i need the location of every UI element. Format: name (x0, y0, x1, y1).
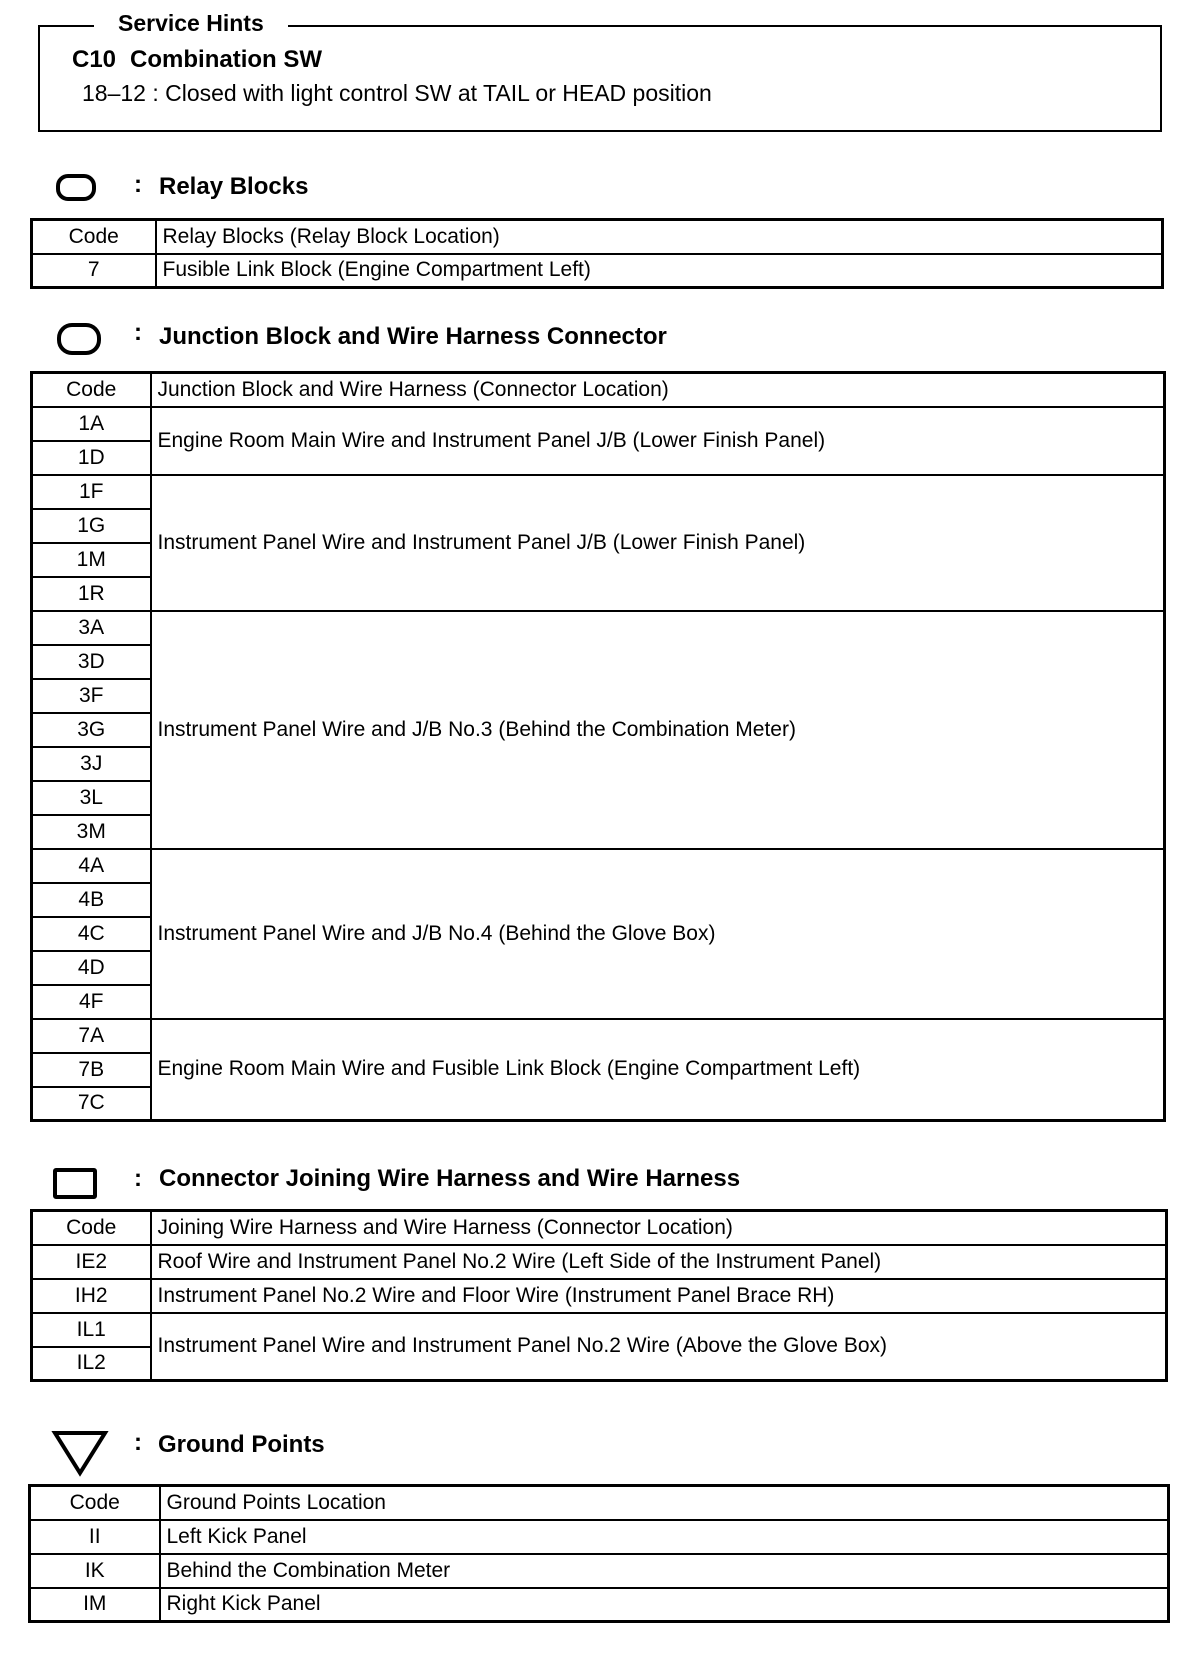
row-code: 7C (32, 1087, 151, 1121)
header-description: Ground Points Location (160, 1486, 1169, 1520)
rectangle-icon (53, 1168, 97, 1199)
service-hints-note: 18–12 : Closed with light control SW at TAIL or HEAD position (82, 80, 712, 106)
table-row (32, 849, 1165, 883)
row-code: 1G (32, 509, 151, 543)
table-header-row (30, 1486, 1169, 1520)
service-hints-title: Service Hints (94, 8, 288, 38)
table-row (32, 407, 1165, 441)
row-description: Engine Room Main Wire and Fusible Link Block (Engine Compartment Left) (151, 1019, 1165, 1121)
header-description: Relay Blocks (Relay Block Location) (156, 220, 1163, 254)
row-code: 7B (32, 1053, 151, 1087)
relay-blocks-table (30, 218, 1164, 289)
junction-block-colon: : (134, 319, 142, 346)
row-description: Instrument Panel Wire and J/B No.4 (Behind the Glove Box) (151, 849, 1165, 1019)
row-code: 3D (32, 645, 151, 679)
row-description: Instrument Panel Wire and Instrument Panel No.2 Wire (Above the Glove Box) (151, 1313, 1167, 1381)
row-code: 1F (32, 475, 151, 509)
header-description: Junction Block and Wire Harness (Connector Location) (151, 373, 1165, 407)
ground-points-colon: : (134, 1429, 142, 1456)
row-code: IM (30, 1588, 160, 1622)
row-code: II (30, 1520, 160, 1554)
row-description: Instrument Panel Wire and Instrument Panel J/B (Lower Finish Panel) (151, 475, 1165, 611)
relay-blocks-colon: : (134, 171, 142, 198)
table-header-row (32, 220, 1163, 254)
row-description: Engine Room Main Wire and Instrument Panel J/B (Lower Finish Panel) (151, 407, 1165, 475)
row-code: 1R (32, 577, 151, 611)
row-description: Right Kick Panel (160, 1588, 1169, 1622)
row-code: 3G (32, 713, 151, 747)
row-code: 4B (32, 883, 151, 917)
service-hints-component (72, 45, 322, 75)
row-code: 4F (32, 985, 151, 1019)
triangle-down-icon (50, 1428, 110, 1478)
table-row (32, 1245, 1167, 1279)
row-code: IL1 (32, 1313, 151, 1347)
table-row (32, 254, 1163, 288)
table-row (32, 611, 1165, 645)
row-code: 7A (32, 1019, 151, 1053)
junction-block-table (30, 371, 1166, 1122)
row-code: 4C (32, 917, 151, 951)
row-code: 3J (32, 747, 151, 781)
row-description: Instrument Panel Wire and J/B No.3 (Behind the Combination Meter) (151, 611, 1165, 849)
row-description: Fusible Link Block (Engine Compartment Left) (156, 254, 1163, 288)
row-code: IK (30, 1554, 160, 1588)
table-row (30, 1520, 1169, 1554)
connector-colon: : (134, 1165, 142, 1192)
row-description: Instrument Panel No.2 Wire and Floor Wire (Instrument Panel Brace RH) (151, 1279, 1167, 1313)
row-code: IE2 (32, 1245, 151, 1279)
row-code: 7 (32, 254, 156, 288)
rounded-rectangle-icon (56, 174, 96, 201)
table-header-row (32, 1211, 1167, 1245)
row-code: 4A (32, 849, 151, 883)
row-description: Roof Wire and Instrument Panel No.2 Wire (Left Side of the Instrument Panel) (151, 1245, 1167, 1279)
relay-blocks-title: Relay Blocks (159, 173, 309, 200)
row-code: 3M (32, 815, 151, 849)
ground-points-title: Ground Points (158, 1431, 325, 1458)
connector-table (30, 1209, 1168, 1382)
component-code: C10 (72, 46, 117, 73)
oval-icon (56, 322, 102, 356)
row-description: Left Kick Panel (160, 1520, 1169, 1554)
row-code: 4D (32, 951, 151, 985)
row-code: 3L (32, 781, 151, 815)
header-code: Code (32, 220, 156, 254)
table-row (30, 1554, 1169, 1588)
connector-title: Connector Joining Wire Harness and Wire Harness (159, 1165, 741, 1192)
table-row (32, 1019, 1165, 1053)
table-row (30, 1588, 1169, 1622)
row-code: IL2 (32, 1347, 151, 1381)
junction-block-title: Junction Block and Wire Harness Connector (159, 323, 667, 350)
table-row (32, 1313, 1167, 1347)
component-name: Combination SW (130, 46, 323, 73)
table-header-row (32, 373, 1165, 407)
row-code: 3A (32, 611, 151, 645)
header-code: Code (32, 1211, 151, 1245)
row-description: Behind the Combination Meter (160, 1554, 1169, 1588)
ground-points-table (28, 1484, 1170, 1623)
row-code: 3F (32, 679, 151, 713)
header-code: Code (32, 373, 151, 407)
table-row (32, 475, 1165, 509)
row-code: 1D (32, 441, 151, 475)
row-code: IH2 (32, 1279, 151, 1313)
header-description: Joining Wire Harness and Wire Harness (Connector Location) (151, 1211, 1167, 1245)
row-code: 1M (32, 543, 151, 577)
table-row (32, 1279, 1167, 1313)
row-code: 1A (32, 407, 151, 441)
header-code: Code (30, 1486, 160, 1520)
